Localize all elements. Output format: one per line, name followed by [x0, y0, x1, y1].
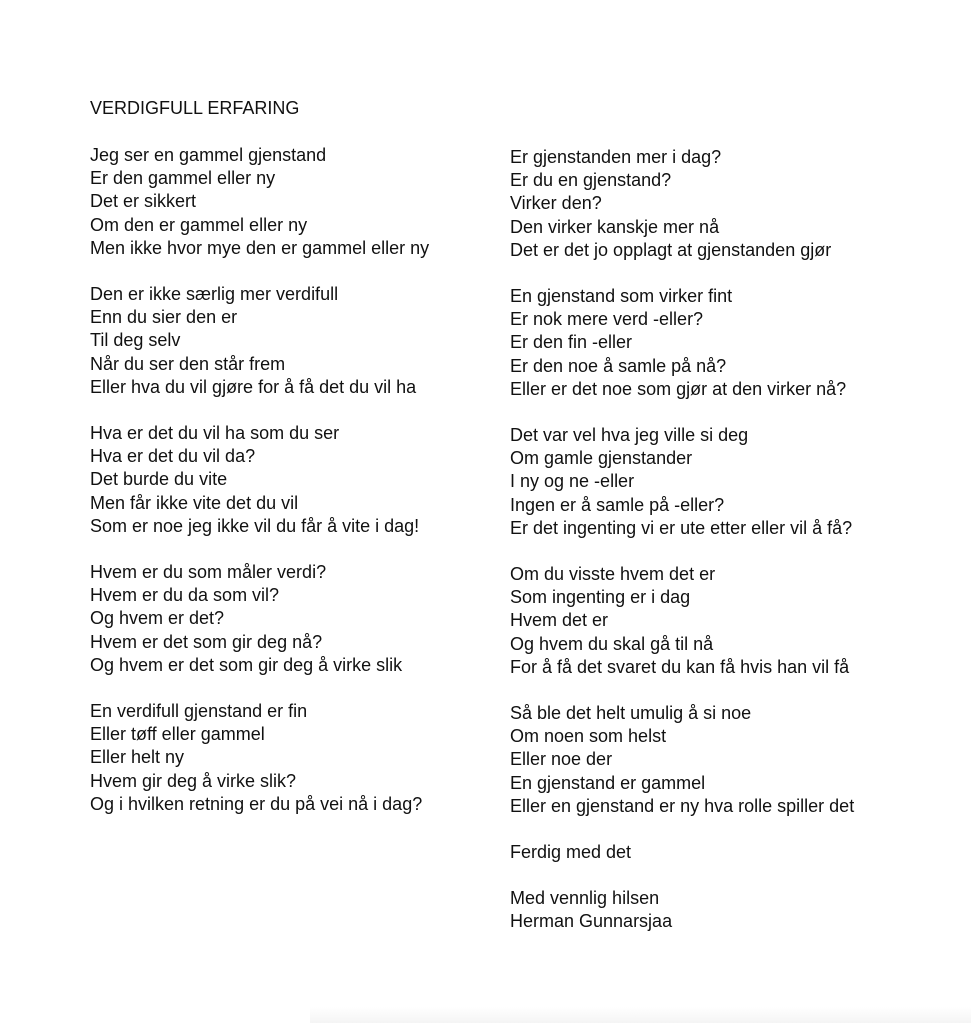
left-column: [90, 144, 510, 839]
poem-line: Hvem er du som måler verdi?: [90, 562, 327, 583]
right-stanza: [510, 424, 930, 540]
right-stanza: [510, 841, 930, 864]
left-stanza: [90, 561, 510, 677]
poem-line: Det er sikkert: [90, 191, 197, 212]
poem-title: VERDIGFULL ERFARING: [90, 98, 300, 118]
poem-line: Eller en gjenstand er ny hva rolle spiller det: [510, 795, 855, 816]
poem-line: Ingen er å samle på -eller?: [510, 494, 725, 515]
poem-line: Og hvem er det?: [90, 608, 225, 629]
poem-line: Enn du sier den er: [90, 307, 238, 328]
poem-line: Virker den?: [510, 193, 602, 214]
poem-line: Om du visste hvem det er: [510, 564, 716, 585]
poem-line: Hvem er det som gir deg nå?: [90, 631, 323, 652]
poem-line: Til deg selv: [90, 330, 181, 351]
poem-line: Eller tøff eller gammel: [90, 724, 265, 745]
poem-line: Er nok mere verd -eller?: [510, 309, 704, 330]
poem-line: Og i hvilken retning er du på vei nå i dag?: [90, 793, 423, 814]
poem-line: Er den noe å samle på nå?: [510, 355, 727, 376]
poem-line: Om gamle gjenstander: [510, 448, 693, 469]
poem-line: Eller helt ny: [90, 747, 185, 768]
poem-line: Og hvem du skal gå til nå: [510, 633, 714, 654]
poem-line: Den er ikke særlig mer verdifull: [90, 284, 339, 305]
poem-line: Det var vel hva jeg ville si deg: [510, 425, 749, 446]
left-stanza: [90, 144, 510, 260]
poem-line: Er den fin -eller: [510, 332, 633, 353]
poem-line: Så ble det helt umulig å si noe: [510, 703, 752, 724]
poem-line: Når du ser den står frem: [90, 353, 286, 374]
poem-line: Er gjenstanden mer i dag?: [510, 147, 722, 167]
poem-line: Hva er det du vil ha som du ser: [90, 423, 340, 444]
poem-line: Eller er det noe som gjør at den virker nå?: [510, 378, 847, 399]
poem-line: Eller hva du vil gjøre for å få det du vil ha: [90, 376, 417, 397]
poem-line: Hva er det du vil da?: [90, 446, 256, 467]
poem-line: En gjenstand som virker fint: [510, 286, 733, 307]
poem-line: Om den er gammel eller ny: [90, 214, 308, 235]
poem-line: I ny og ne -eller: [510, 471, 635, 492]
poem-line: Hvem er du da som vil?: [90, 585, 280, 606]
left-stanza: [90, 700, 510, 816]
poem-line: Det burde du vite: [90, 469, 228, 490]
poem-line: Men får ikke vite det du vil: [90, 492, 299, 513]
right-stanza: [510, 563, 930, 679]
right-stanza: [510, 285, 930, 401]
poem-line: For å få det svaret du kan få hvis han vil få: [510, 656, 850, 677]
poem-line: Er det ingenting vi er ute etter eller vil å få?: [510, 517, 853, 538]
poem-line: Hvem det er: [510, 610, 609, 631]
poem-line: Er den gammel eller ny: [90, 168, 276, 189]
poem-line: Med vennlig hilsen: [510, 888, 660, 909]
left-stanza: [90, 283, 510, 399]
poem-line: Er du en gjenstand?: [510, 170, 672, 191]
poem-line: Ferdig med det: [510, 842, 632, 863]
poem-line: Eller noe der: [510, 749, 613, 770]
right-stanza: [510, 146, 930, 262]
poem-line: Den virker kanskje mer nå: [510, 216, 720, 237]
poem-line: En verdifull gjenstand er fin: [90, 701, 308, 722]
poem-line: En gjenstand er gammel: [510, 772, 706, 793]
right-stanza: [510, 702, 930, 818]
poem-line: Og hvem er det som gir deg å virke slik: [90, 654, 403, 675]
right-column: [510, 146, 930, 957]
poem-line: Herman Gunnarsjaa: [510, 911, 673, 932]
poem-line: Jeg ser en gammel gjenstand: [90, 145, 327, 165]
page-bottom-shadow: [310, 1007, 971, 1023]
poem-line: Om noen som helst: [510, 726, 667, 747]
right-stanza: [510, 887, 930, 933]
poem-line: Det er det jo opplagt at gjenstanden gjør: [510, 239, 832, 260]
left-stanza: [90, 422, 510, 538]
poem-line: Men ikke hvor mye den er gammel eller ny: [90, 237, 430, 258]
poem-line: Som ingenting er i dag: [510, 587, 691, 608]
poem-line: Hvem gir deg å virke slik?: [90, 770, 297, 791]
poem-line: Som er noe jeg ikke vil du får å vite i dag!: [90, 515, 420, 536]
